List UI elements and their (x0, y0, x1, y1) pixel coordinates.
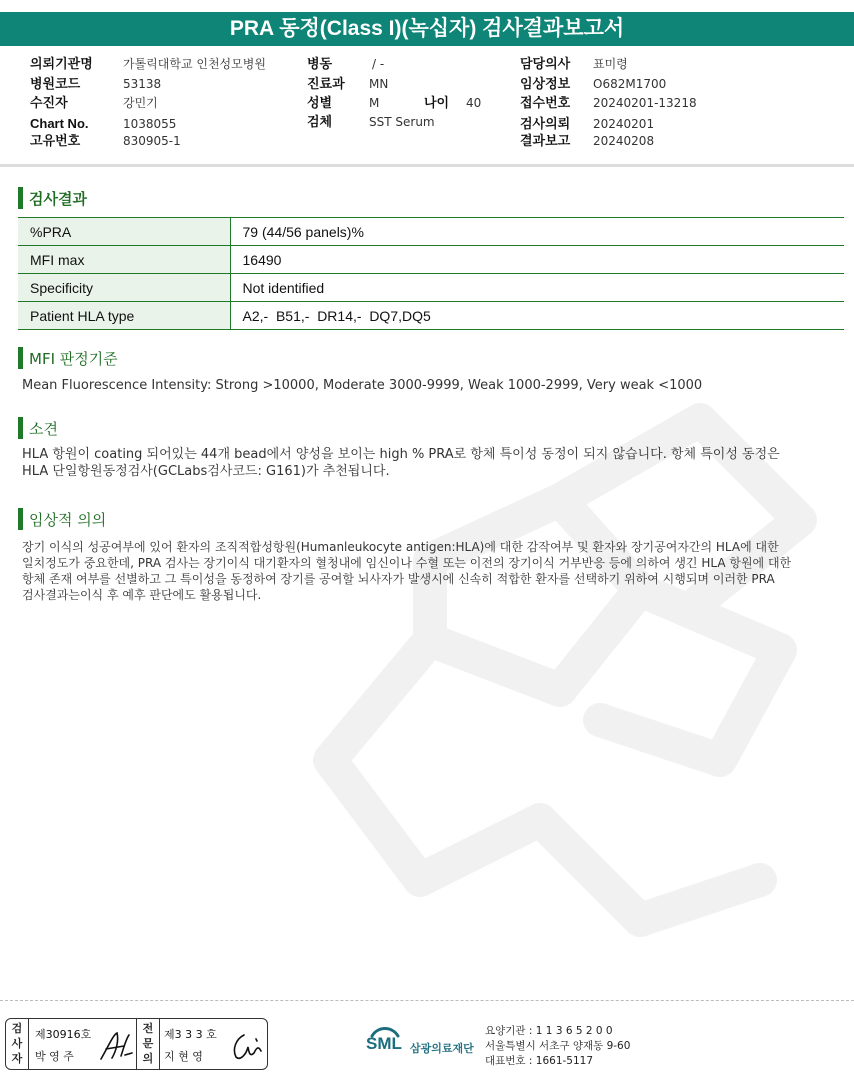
signature-mark (98, 1029, 134, 1063)
section-marker (18, 187, 23, 209)
section-opinion-heading (18, 416, 58, 440)
role-char: 의 (142, 1052, 154, 1065)
patient-info (0, 55, 854, 155)
opinion-text (22, 446, 832, 480)
info-value: MN (369, 77, 389, 91)
header-divider (0, 164, 854, 167)
role-char: 전 (142, 1022, 154, 1035)
result-label: %PRA (18, 218, 230, 246)
clinical-line: 일치정도가 중요한데, PRA 검사는 장기이식 대기환자의 혈청내에 임신이나 수혈 또는 이전의 장기이식 거부반응 등에 의하여 생긴 HLA 항원에 대한 (22, 556, 792, 570)
info-label: 접수번호 (520, 95, 571, 110)
info-label: 임상정보 (520, 76, 571, 91)
info-value: 20240208 (593, 134, 655, 148)
info-label: 병원코드 (30, 76, 81, 91)
opinion-line: HLA 항원이 coating 되어있는 44개 bead에서 양성을 보이는 high % PRA로 항체 특이성 동정이 되지 않습니다. 항체 특이성 동정은 (22, 447, 780, 462)
section-marker (18, 508, 23, 530)
signer2-name: 지 현 영 (164, 1050, 203, 1063)
section-title: 임상적 의의 (29, 510, 107, 529)
signer1-role (6, 1019, 28, 1069)
signature-mark (228, 1029, 264, 1063)
signer2-role (137, 1019, 159, 1069)
result-label: MFI max (18, 246, 230, 274)
info-label: 검체 (307, 114, 333, 129)
info-value: M (369, 96, 380, 110)
report-title: PRA 동정(Class I)(녹십자) 검사결과보고서 (0, 12, 854, 46)
footer-divider (0, 1000, 854, 1001)
result-value: 16490 (230, 246, 844, 274)
role-char: 사 (11, 1037, 23, 1050)
result-label: Specificity (18, 274, 230, 302)
info-label: 진료과 (307, 76, 345, 91)
info-value: 20240201-13218 (593, 96, 697, 110)
info-value: 가톨릭대학교 인천성모병원 (123, 57, 266, 71)
section-title: MFI 판정기준 (29, 349, 118, 368)
result-value: Not identified (230, 274, 844, 302)
table-row (18, 274, 844, 302)
org-address (485, 1024, 630, 1069)
table-row (18, 302, 844, 330)
info-label: 결과보고 (520, 133, 571, 148)
info-label: 병동 (307, 56, 333, 71)
info-value: 40 (466, 96, 482, 110)
signer1-license: 제30916호 (35, 1028, 92, 1041)
info-value: 강민기 (123, 96, 158, 110)
address-line: 요양기관 : 1 1 3 6 5 2 0 0 (485, 1025, 613, 1037)
info-value: 표미령 (593, 57, 628, 71)
role-char: 자 (11, 1052, 23, 1065)
results-table (18, 217, 844, 330)
section-title: 소견 (29, 419, 58, 438)
clinical-significance-text (22, 539, 832, 603)
result-value: A2,- B51,- DR14,- DQ7,DQ5 (230, 302, 844, 330)
logo-text: SML (366, 1034, 402, 1053)
info-value: 830905-1 (123, 134, 181, 148)
table-row (18, 218, 844, 246)
signature-box (5, 1018, 268, 1070)
address-line: 서울특별시 서초구 양재동 9-60 (485, 1040, 631, 1052)
info-label: 나이 (424, 95, 450, 110)
section-mfi-heading (18, 346, 118, 370)
info-label: 담당의사 (520, 56, 571, 71)
section-marker (18, 417, 23, 439)
info-value: SST Serum (369, 115, 435, 129)
info-value: / - (372, 57, 385, 71)
org-name: 삼광의료재단 (410, 1042, 474, 1055)
info-value: 20240201 (593, 117, 655, 131)
section-results-heading (18, 186, 87, 210)
info-label: 검사의뢰 (520, 116, 571, 131)
info-value: 1038055 (123, 117, 177, 131)
info-label: 고유번호 (30, 133, 81, 148)
info-value: O682M1700 (593, 77, 667, 91)
info-label: 성별 (307, 95, 333, 110)
role-char: 문 (142, 1037, 154, 1050)
section-clinical-heading (18, 507, 106, 531)
sml-logo (366, 1024, 486, 1060)
divider (159, 1019, 160, 1069)
role-char: 검 (11, 1022, 23, 1035)
clinical-line: 장기 이식의 성공여부에 있어 환자의 조직적합성항원(Humanleukocyte antigen:HLA)에 대한 감작여부 및 환자와 장기공여자간의 HLA에 대한 (22, 540, 779, 554)
clinical-line: 항체 존재 여부를 선별하고 그 특이성을 동정하여 장기를 공여할 뇌사자가 발생시에 신속히 적합한 환자를 선택하기 위하여 시행되며 이러한 PRA (22, 572, 775, 586)
info-label: 의뢰기관명 (30, 56, 93, 71)
signer2-license: 제3 3 3 호 (164, 1028, 217, 1041)
result-label: Patient HLA type (18, 302, 230, 330)
result-value: 79 (44/56 panels)% (230, 218, 844, 246)
opinion-line: HLA 단일항원동정검사(GCLabs검사코드: G161)가 추천됩니다. (22, 464, 390, 479)
info-value: 53138 (123, 77, 162, 91)
address-line: 대표번호 : 1661-5117 (485, 1055, 594, 1067)
info-label: 수진자 (30, 95, 68, 110)
section-title: 검사결과 (29, 189, 87, 208)
clinical-line: 검사결과는이식 후 예후 판단에도 활용됩니다. (22, 588, 262, 602)
info-label: Chart No. (30, 116, 89, 131)
mfi-criteria-text: Mean Fluorescence Intensity: Strong >10000, Moderate 3000-9999, Weak 1000-2999, Very weak <1000 (22, 378, 703, 393)
table-row (18, 246, 844, 274)
signer1-name: 박 영 주 (35, 1050, 74, 1063)
divider (28, 1019, 29, 1069)
section-marker (18, 347, 23, 369)
